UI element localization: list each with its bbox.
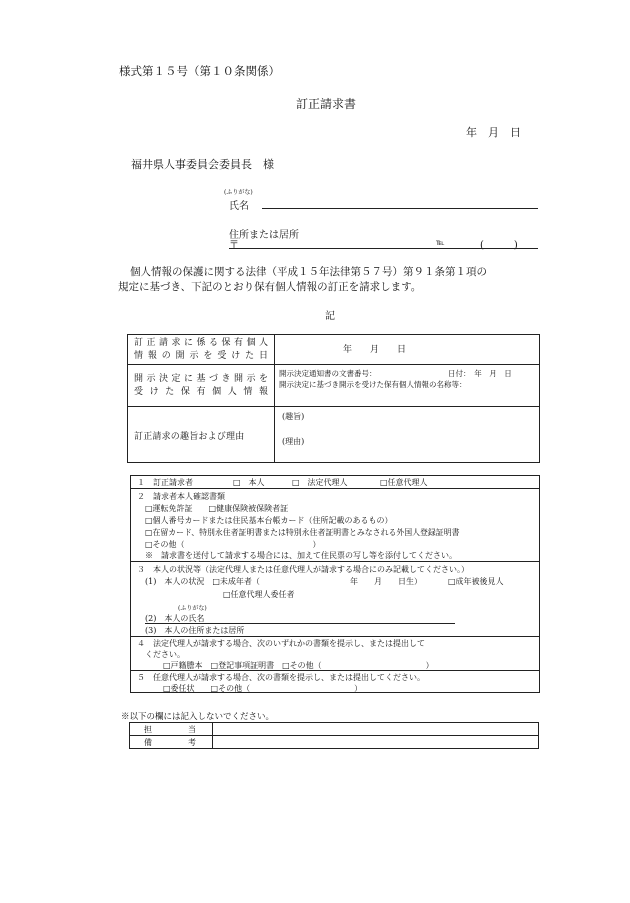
tel-mark: ℡: [436, 238, 445, 247]
s5-options[interactable]: □委任状 □その他（ ）: [163, 684, 363, 693]
table1-divider: [274, 334, 275, 463]
s2-option-other[interactable]: □その他（ ）: [145, 540, 321, 549]
office-row-divider: [129, 735, 539, 736]
s4-line1: ４ 法定代理人が請求する場合、次のいずれかの書類を提示し、または提出して: [137, 639, 425, 648]
s4-line2: ください。: [145, 650, 185, 659]
s3-adult-ward[interactable]: □成年被後見人: [448, 577, 504, 586]
s5-line1: ５ 任意代理人が請求する場合、次の書類を提示し、または提出してください。: [137, 673, 425, 682]
s3-name-line[interactable]: [145, 623, 455, 624]
table1-row-divider-1: [127, 364, 540, 365]
s1-opt-self[interactable]: □ 本人: [233, 478, 265, 487]
office-biko-b: 考: [188, 738, 196, 747]
name-label: 氏名: [229, 201, 249, 212]
s2-title: ２ 請求者本人確認書類: [137, 492, 225, 501]
s2-option-residence-card[interactable]: □在留カード、特別永住者証明書または特別永住者証明書とみなされる外国人登録証明書: [145, 528, 460, 537]
table1-row-divider-2: [127, 406, 540, 407]
s2-option-license[interactable]: □運転免許証 □健康保険被保険者証: [145, 504, 289, 513]
office-tanto-a: 担: [144, 725, 152, 734]
furigana-label: (ふりがな): [224, 189, 253, 196]
row1-value[interactable]: 年 月 日: [343, 345, 407, 355]
row2-doc-number[interactable]: 開示決定通知書の文書番号：: [279, 369, 377, 378]
row1-label-line2: 情報の開示を受けた日: [134, 350, 268, 361]
row1-label: [134, 337, 268, 362]
s3-divider: [130, 636, 540, 637]
row2-label: [134, 373, 268, 398]
address-label: 住所または居所: [229, 230, 299, 241]
s1-opt-legal[interactable]: □ 法定代理人: [292, 478, 348, 487]
row2-info-name[interactable]: 開示決定に基づき開示を受けた保有個人情報の名称等：: [279, 380, 467, 389]
s4-options[interactable]: □戸籍謄本 □登記事項証明書 □その他（ ）: [163, 661, 434, 670]
s3-title: ３ 本人の状況等（法定代理人または任意代理人が請求する場合にのみ記載してください。）: [137, 565, 469, 574]
s1-divider: [130, 488, 540, 489]
row1-label-line1: 訂正請求に係る保有個人: [134, 338, 268, 348]
address-field-line[interactable]: [229, 248, 538, 249]
s3-minor[interactable]: (1) 本人の状況 □未成年者（: [145, 577, 260, 586]
intro-line-1: 個人情報の保護に関する法律（平成１５年法律第５７号）第９１条第１項の: [130, 266, 487, 278]
row3-purpose[interactable]: (趣旨): [282, 412, 305, 421]
office-note: ※以下の欄には記入しないでください。: [121, 712, 275, 722]
form-number: 様式第１５号（第１０条関係）: [119, 64, 280, 78]
row2-label-line2: 受けた保有個人情報: [134, 386, 268, 397]
s3-address-label: (3) 本人の住所または居所: [145, 626, 245, 635]
s3-furigana: (ふりがな): [178, 605, 207, 612]
s2-option-mynumber[interactable]: □個人番号カードまたは住民基本台帳カード（住所記載のあるもの）: [145, 516, 393, 525]
row2-label-line1: 開示決定に基づき開示を: [134, 374, 268, 384]
name-field-line[interactable]: [262, 208, 538, 209]
row2-date[interactable]: 日付： 年 月 日: [448, 369, 512, 378]
document-title: 訂正請求書: [296, 97, 357, 111]
addressee: 福井県人事委員会委員長 様: [131, 158, 274, 171]
postal-mark: 〒: [229, 240, 239, 251]
ki-mark: 記: [325, 311, 335, 322]
office-biko-a: 備: [144, 738, 152, 747]
tel-parens: ( ): [480, 240, 518, 251]
s3-delegator[interactable]: □任意代理人委任者: [223, 590, 295, 599]
date-line: 年 月 日: [466, 126, 521, 139]
row3-reason[interactable]: (理由): [282, 437, 305, 446]
s2-divider: [130, 561, 540, 562]
s3-birthdate[interactable]: 年 月 日生）: [350, 577, 422, 586]
office-tanto-b: 当: [188, 725, 196, 734]
s2-note: ※ 請求書を送付して請求する場合には、加えて住民票の写し等を添付してください。: [145, 551, 457, 560]
s1-label: １ 訂正請求者: [137, 478, 193, 487]
intro-line-2: 規定に基づき、下記のとおり保有個人情報の訂正を請求します。: [118, 281, 422, 293]
s1-opt-agent[interactable]: □任意代理人: [380, 478, 428, 487]
row3-label: 訂正請求の趣旨および理由: [134, 432, 245, 442]
s3-name-label: (2) 本人の氏名: [145, 614, 205, 623]
